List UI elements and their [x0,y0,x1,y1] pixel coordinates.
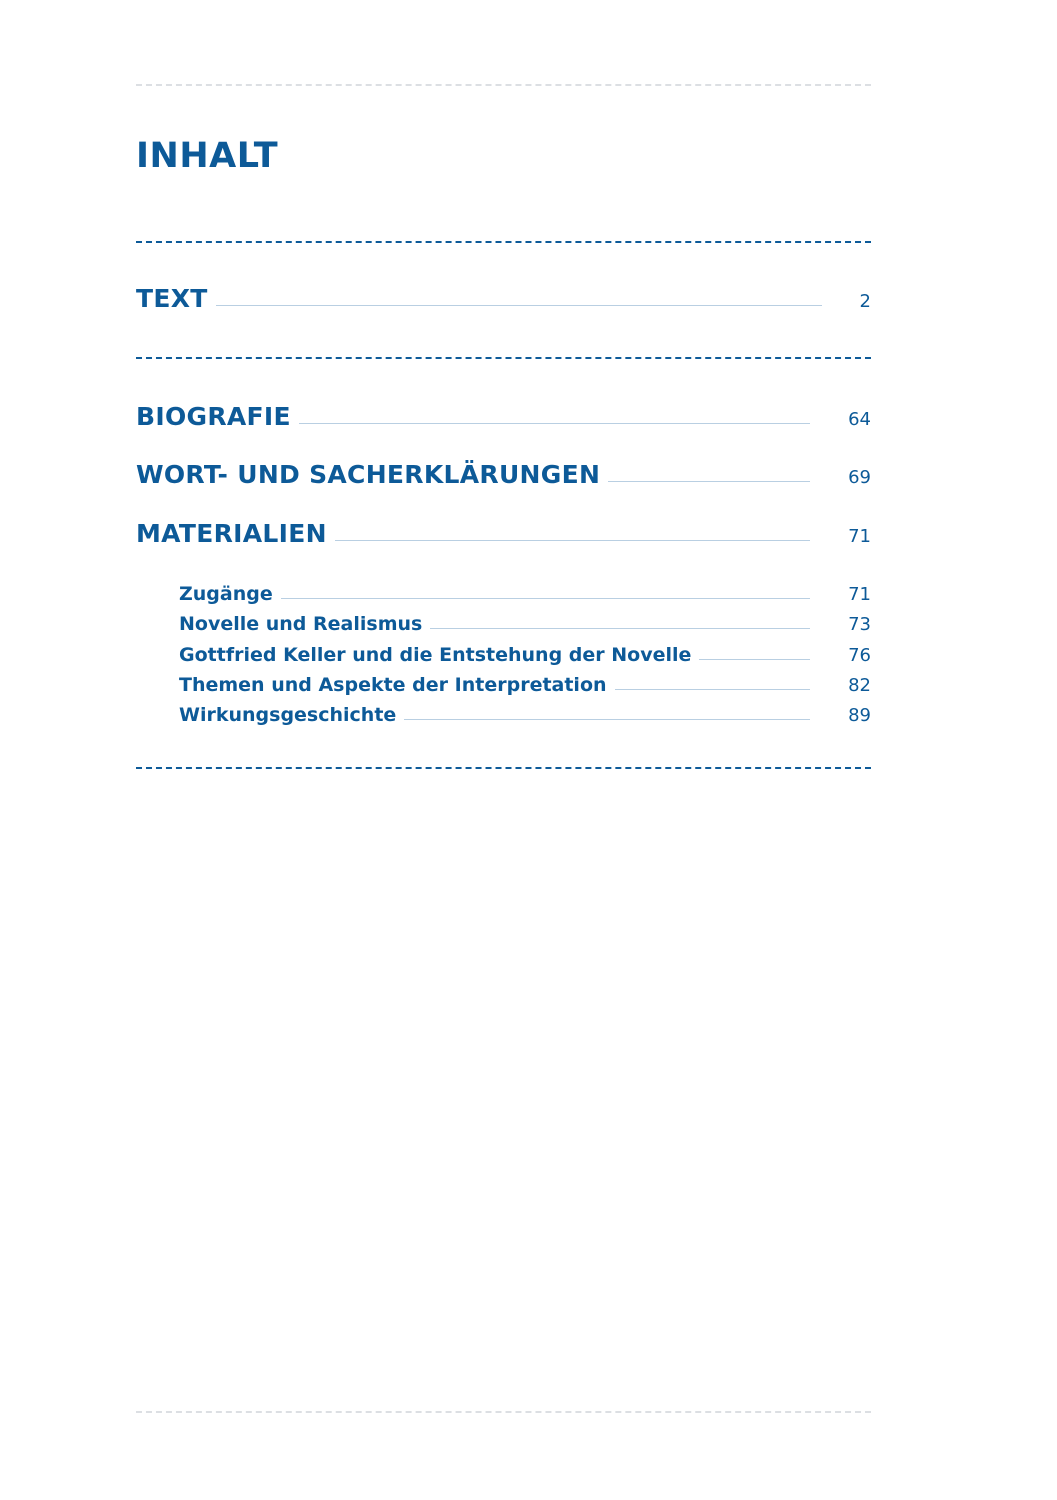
section-divider [136,241,871,243]
toc-entry-label: WORT- UND SACHERKLÄRUNGEN [136,460,601,489]
toc-subentry-label: Novelle und Realismus [179,613,423,635]
toc-subentry-zugaenge[interactable] [179,583,871,605]
page-title: INHALT [136,136,279,176]
header-rule [136,84,871,86]
toc-leader-line [699,659,810,660]
toc-subentry-novelle-und-realismus[interactable] [179,613,871,635]
toc-page-number: 89 [848,705,871,726]
toc-leader-line [404,719,810,720]
toc-subentry-wirkungsgeschichte[interactable] [179,704,871,726]
toc-page-number: 64 [848,409,871,430]
toc-leader-line [299,423,810,424]
toc-leader-line [216,305,822,306]
toc-entry-materialien[interactable] [136,519,871,548]
toc-subentry-label: Wirkungsgeschichte [179,704,397,726]
toc-leader-line [335,540,810,541]
toc-entry-label: MATERIALIEN [136,519,327,548]
toc-page-number: 73 [848,614,871,635]
toc-leader-line [608,481,810,482]
toc-subentry-gottfried-keller[interactable] [179,644,871,666]
toc-entry-biografie[interactable] [136,402,871,431]
toc-page-number: 82 [848,675,871,696]
toc-page-number: 71 [848,526,871,547]
toc-page-number: 2 [859,291,871,312]
toc-page-number: 69 [848,467,871,488]
footer-rule [136,1411,871,1413]
section-divider [136,767,871,769]
toc-page-number: 71 [848,584,871,605]
section-divider [136,357,871,359]
toc-leader-line [430,628,810,629]
toc-entry-wort-und-sacherklaerungen[interactable] [136,460,871,489]
toc-entry-label: BIOGRAFIE [136,402,291,431]
toc-entry-text[interactable] [136,284,871,313]
toc-subentry-label: Zugänge [179,583,273,605]
toc-entry-label: TEXT [136,284,208,313]
toc-leader-line [615,689,811,690]
toc-subentry-themen-und-aspekte[interactable] [179,674,871,696]
toc-leader-line [281,598,810,599]
toc-page-number: 76 [848,645,871,666]
toc-subentry-label: Gottfried Keller und die Entstehung der Novelle [179,644,692,666]
toc-subentry-label: Themen und Aspekte der Interpretation [179,674,607,696]
